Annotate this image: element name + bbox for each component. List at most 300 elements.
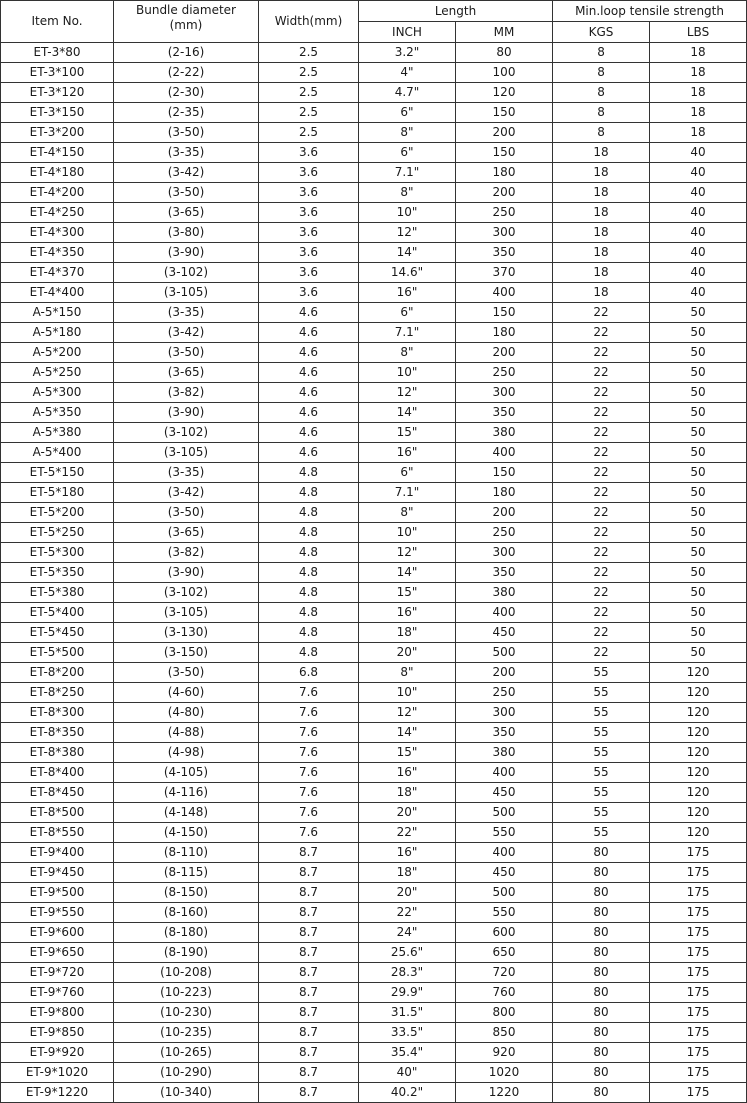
cell-item-no: ET-8*250: [1, 683, 114, 703]
cell-length-mm: 400: [456, 763, 553, 783]
cell-item-no: ET-8*550: [1, 823, 114, 843]
cell-item-no: A-5*400: [1, 443, 114, 463]
cell-length-mm: 400: [456, 603, 553, 623]
cell-width: 4.8: [259, 603, 359, 623]
cell-width: 4.8: [259, 643, 359, 663]
cell-strength-lbs: 18: [650, 123, 747, 143]
cell-strength-lbs: 120: [650, 803, 747, 823]
cell-strength-lbs: 175: [650, 963, 747, 983]
table-row: [1, 83, 747, 103]
cell-length-inch: 28.3": [359, 963, 456, 983]
table-row: [1, 983, 747, 1003]
cell-strength-lbs: 50: [650, 583, 747, 603]
cell-strength-kgs: 18: [553, 143, 650, 163]
cell-width: 8.7: [259, 883, 359, 903]
cell-bundle-diameter: (3-42): [114, 483, 259, 503]
cell-strength-lbs: 50: [650, 503, 747, 523]
cell-strength-kgs: 80: [553, 843, 650, 863]
cell-width: 4.8: [259, 483, 359, 503]
table-row: [1, 723, 747, 743]
table-row: [1, 1083, 747, 1103]
cell-length-inch: 8": [359, 343, 456, 363]
cell-width: 4.8: [259, 503, 359, 523]
table-row: [1, 1003, 747, 1023]
cell-width: 3.6: [259, 183, 359, 203]
cell-strength-lbs: 120: [650, 723, 747, 743]
cell-width: 4.8: [259, 543, 359, 563]
cell-length-mm: 380: [456, 743, 553, 763]
cell-length-mm: 250: [456, 523, 553, 543]
cell-width: 6.8: [259, 663, 359, 683]
table-row: [1, 103, 747, 123]
table-row: [1, 1063, 747, 1083]
table-row: [1, 443, 747, 463]
cell-item-no: ET-3*80: [1, 43, 114, 63]
table-row: [1, 803, 747, 823]
table-row: [1, 603, 747, 623]
cell-width: 7.6: [259, 723, 359, 743]
cell-length-inch: 15": [359, 583, 456, 603]
cell-length-mm: 300: [456, 383, 553, 403]
table-row: [1, 63, 747, 83]
table-row: [1, 523, 747, 543]
cell-length-inch: 35.4": [359, 1043, 456, 1063]
cell-strength-kgs: 8: [553, 83, 650, 103]
cell-bundle-diameter: (3-150): [114, 643, 259, 663]
cell-length-inch: 14.6": [359, 263, 456, 283]
cell-length-mm: 80: [456, 43, 553, 63]
cell-strength-lbs: 50: [650, 643, 747, 663]
cell-strength-lbs: 40: [650, 223, 747, 243]
cell-bundle-diameter: (10-208): [114, 963, 259, 983]
cell-bundle-diameter: (3-65): [114, 203, 259, 223]
cell-width: 2.5: [259, 83, 359, 103]
cell-length-mm: 760: [456, 983, 553, 1003]
cell-strength-kgs: 8: [553, 123, 650, 143]
cell-length-mm: 400: [456, 283, 553, 303]
cell-item-no: A-5*200: [1, 343, 114, 363]
cell-strength-kgs: 80: [553, 923, 650, 943]
cell-strength-lbs: 175: [650, 1003, 747, 1023]
cell-strength-lbs: 175: [650, 1063, 747, 1083]
table-row: [1, 263, 747, 283]
cell-length-inch: 20": [359, 643, 456, 663]
cell-length-mm: 500: [456, 803, 553, 823]
cell-strength-lbs: 40: [650, 283, 747, 303]
cell-length-mm: 300: [456, 543, 553, 563]
table-row: [1, 423, 747, 443]
cell-strength-lbs: 120: [650, 763, 747, 783]
cell-length-inch: 18": [359, 623, 456, 643]
cell-strength-kgs: 22: [553, 603, 650, 623]
cell-strength-kgs: 22: [553, 583, 650, 603]
cell-bundle-diameter: (4-60): [114, 683, 259, 703]
cell-length-inch: 6": [359, 463, 456, 483]
cell-length-inch: 40": [359, 1063, 456, 1083]
cell-width: 8.7: [259, 843, 359, 863]
cell-length-inch: 10": [359, 203, 456, 223]
cell-length-inch: 6": [359, 143, 456, 163]
cell-strength-kgs: 22: [553, 443, 650, 463]
header-length-inch: INCH: [359, 22, 456, 43]
cell-length-inch: 14": [359, 403, 456, 423]
header-length-mm: MM: [456, 22, 553, 43]
cell-item-no: A-5*180: [1, 323, 114, 343]
table-row: [1, 403, 747, 423]
cell-item-no: ET-5*500: [1, 643, 114, 663]
cell-width: 4.6: [259, 363, 359, 383]
cell-strength-kgs: 22: [553, 323, 650, 343]
cell-strength-kgs: 22: [553, 383, 650, 403]
table-row: [1, 823, 747, 843]
cell-bundle-diameter: (4-98): [114, 743, 259, 763]
cell-strength-kgs: 55: [553, 663, 650, 683]
cell-width: 4.8: [259, 623, 359, 643]
cell-item-no: ET-4*200: [1, 183, 114, 203]
cell-length-inch: 18": [359, 863, 456, 883]
cell-item-no: ET-4*300: [1, 223, 114, 243]
cell-length-mm: 180: [456, 163, 553, 183]
cell-strength-kgs: 80: [553, 903, 650, 923]
cell-width: 4.6: [259, 423, 359, 443]
cell-strength-lbs: 175: [650, 983, 747, 1003]
cell-bundle-diameter: (3-102): [114, 583, 259, 603]
cell-length-inch: 4.7": [359, 83, 456, 103]
table-row: [1, 243, 747, 263]
cell-length-inch: 15": [359, 743, 456, 763]
header-bundle-diameter: [114, 1, 259, 43]
table-row: [1, 663, 747, 683]
cell-width: 4.6: [259, 343, 359, 363]
cell-length-inch: 8": [359, 183, 456, 203]
table-row: [1, 543, 747, 563]
cell-length-inch: 29.9": [359, 983, 456, 1003]
cell-item-no: A-5*150: [1, 303, 114, 323]
cell-strength-lbs: 50: [650, 463, 747, 483]
table-row: [1, 1043, 747, 1063]
cell-length-mm: 500: [456, 883, 553, 903]
cell-strength-kgs: 18: [553, 283, 650, 303]
cell-width: 7.6: [259, 763, 359, 783]
cell-length-inch: 10": [359, 523, 456, 543]
cell-item-no: ET-9*1220: [1, 1083, 114, 1103]
cell-strength-lbs: 50: [650, 443, 747, 463]
cell-length-mm: 120: [456, 83, 553, 103]
cell-bundle-diameter: (3-102): [114, 423, 259, 443]
cell-length-mm: 250: [456, 683, 553, 703]
table-row: [1, 463, 747, 483]
cell-strength-lbs: 175: [650, 923, 747, 943]
cell-bundle-diameter: (8-110): [114, 843, 259, 863]
cell-length-mm: 450: [456, 783, 553, 803]
cell-strength-kgs: 22: [553, 363, 650, 383]
cell-item-no: ET-9*600: [1, 923, 114, 943]
cell-strength-kgs: 18: [553, 223, 650, 243]
header-item-no: Item No.: [1, 1, 114, 43]
cell-strength-kgs: 80: [553, 983, 650, 1003]
cell-strength-lbs: 50: [650, 323, 747, 343]
cell-width: 4.6: [259, 323, 359, 343]
cell-strength-lbs: 50: [650, 523, 747, 543]
cell-width: 8.7: [259, 983, 359, 1003]
cell-length-inch: 33.5": [359, 1023, 456, 1043]
cell-width: 7.6: [259, 703, 359, 723]
cell-bundle-diameter: (3-130): [114, 623, 259, 643]
cell-width: 8.7: [259, 863, 359, 883]
table-row: [1, 283, 747, 303]
cell-bundle-diameter: (4-80): [114, 703, 259, 723]
cell-bundle-diameter: (10-235): [114, 1023, 259, 1043]
cell-strength-kgs: 80: [553, 1063, 650, 1083]
cell-width: 4.6: [259, 403, 359, 423]
cell-item-no: A-5*380: [1, 423, 114, 443]
cell-strength-lbs: 50: [650, 363, 747, 383]
cell-bundle-diameter: (3-35): [114, 303, 259, 323]
cell-strength-lbs: 175: [650, 1023, 747, 1043]
cell-length-mm: 650: [456, 943, 553, 963]
table-row: [1, 783, 747, 803]
cell-strength-lbs: 40: [650, 243, 747, 263]
cell-bundle-diameter: (3-65): [114, 523, 259, 543]
cell-length-mm: 920: [456, 1043, 553, 1063]
cell-length-inch: 20": [359, 803, 456, 823]
cell-length-inch: 8": [359, 503, 456, 523]
table-row: [1, 323, 747, 343]
cell-length-mm: 300: [456, 703, 553, 723]
cell-bundle-diameter: (3-50): [114, 183, 259, 203]
cell-width: 3.6: [259, 203, 359, 223]
header-strength-kgs: KGS: [553, 22, 650, 43]
table-row: [1, 583, 747, 603]
table-row: [1, 643, 747, 663]
cell-width: 8.7: [259, 1063, 359, 1083]
cell-strength-kgs: 55: [553, 803, 650, 823]
cell-bundle-diameter: (3-65): [114, 363, 259, 383]
cell-length-inch: 8": [359, 123, 456, 143]
table-row: [1, 623, 747, 643]
cell-bundle-diameter: (3-42): [114, 323, 259, 343]
table-row: [1, 883, 747, 903]
cell-strength-kgs: 22: [553, 483, 650, 503]
cell-strength-lbs: 18: [650, 43, 747, 63]
cell-width: 8.7: [259, 943, 359, 963]
cell-length-inch: 16": [359, 283, 456, 303]
cell-strength-kgs: 55: [553, 823, 650, 843]
cell-item-no: A-5*350: [1, 403, 114, 423]
cell-bundle-diameter: (3-105): [114, 283, 259, 303]
cell-bundle-diameter: (8-160): [114, 903, 259, 923]
cell-width: 8.7: [259, 1023, 359, 1043]
cell-length-inch: 16": [359, 443, 456, 463]
cell-length-inch: 12": [359, 543, 456, 563]
table-row: [1, 683, 747, 703]
cell-strength-kgs: 80: [553, 863, 650, 883]
cell-strength-lbs: 120: [650, 823, 747, 843]
cell-item-no: ET-8*200: [1, 663, 114, 683]
cell-length-mm: 250: [456, 203, 553, 223]
cell-strength-lbs: 50: [650, 423, 747, 443]
cell-length-mm: 450: [456, 863, 553, 883]
cell-strength-lbs: 175: [650, 943, 747, 963]
cell-strength-lbs: 175: [650, 1043, 747, 1063]
cell-width: 8.7: [259, 1083, 359, 1103]
cell-length-mm: 600: [456, 923, 553, 943]
table-row: [1, 963, 747, 983]
cell-strength-kgs: 80: [553, 1003, 650, 1023]
cell-length-mm: 200: [456, 343, 553, 363]
cell-strength-lbs: 175: [650, 843, 747, 863]
cell-strength-kgs: 80: [553, 1023, 650, 1043]
cell-length-mm: 200: [456, 663, 553, 683]
cell-item-no: ET-5*200: [1, 503, 114, 523]
header-strength-lbs: LBS: [650, 22, 747, 43]
cell-length-inch: 40.2": [359, 1083, 456, 1103]
table-row: [1, 923, 747, 943]
cell-strength-kgs: 80: [553, 1043, 650, 1063]
cell-length-mm: 180: [456, 483, 553, 503]
table-row: [1, 563, 747, 583]
cell-length-inch: 20": [359, 883, 456, 903]
cell-strength-kgs: 55: [553, 783, 650, 803]
table-row: [1, 503, 747, 523]
cell-strength-lbs: 18: [650, 83, 747, 103]
cell-strength-lbs: 120: [650, 783, 747, 803]
cell-length-inch: 3.2": [359, 43, 456, 63]
cell-strength-lbs: 120: [650, 703, 747, 723]
cell-length-mm: 550: [456, 903, 553, 923]
cell-item-no: ET-5*180: [1, 483, 114, 503]
cell-length-mm: 400: [456, 843, 553, 863]
cell-strength-lbs: 40: [650, 163, 747, 183]
cell-width: 4.8: [259, 563, 359, 583]
cell-width: 4.6: [259, 303, 359, 323]
table-row: [1, 43, 747, 63]
cell-bundle-diameter: (10-223): [114, 983, 259, 1003]
cell-bundle-diameter: (2-30): [114, 83, 259, 103]
cell-item-no: ET-5*250: [1, 523, 114, 543]
cell-strength-lbs: 50: [650, 623, 747, 643]
cell-strength-kgs: 8: [553, 63, 650, 83]
cell-bundle-diameter: (3-102): [114, 263, 259, 283]
cell-strength-kgs: 22: [553, 543, 650, 563]
cell-length-mm: 800: [456, 1003, 553, 1023]
cell-strength-kgs: 22: [553, 403, 650, 423]
cell-length-mm: 380: [456, 583, 553, 603]
cell-bundle-diameter: (10-230): [114, 1003, 259, 1023]
header-bundle-diameter-line2: (mm): [169, 18, 203, 32]
cell-strength-kgs: 55: [553, 723, 650, 743]
table-row: [1, 743, 747, 763]
cell-length-mm: 1020: [456, 1063, 553, 1083]
cell-length-mm: 380: [456, 423, 553, 443]
cell-item-no: ET-9*450: [1, 863, 114, 883]
cell-strength-lbs: 50: [650, 563, 747, 583]
cell-length-inch: 14": [359, 243, 456, 263]
table-row: [1, 703, 747, 723]
cell-width: 3.6: [259, 283, 359, 303]
cell-length-mm: 150: [456, 463, 553, 483]
cell-item-no: ET-8*500: [1, 803, 114, 823]
cell-item-no: ET-5*150: [1, 463, 114, 483]
cell-length-inch: 18": [359, 783, 456, 803]
cell-length-inch: 22": [359, 903, 456, 923]
cell-length-inch: 7.1": [359, 483, 456, 503]
cell-width: 7.6: [259, 823, 359, 843]
cell-item-no: ET-9*550: [1, 903, 114, 923]
cell-strength-lbs: 175: [650, 863, 747, 883]
table-row: [1, 123, 747, 143]
cell-strength-lbs: 40: [650, 203, 747, 223]
cell-bundle-diameter: (3-82): [114, 543, 259, 563]
cell-length-mm: 200: [456, 123, 553, 143]
cell-strength-lbs: 50: [650, 383, 747, 403]
cell-width: 7.6: [259, 783, 359, 803]
cell-bundle-diameter: (3-35): [114, 143, 259, 163]
cell-strength-kgs: 22: [553, 643, 650, 663]
cell-strength-kgs: 22: [553, 623, 650, 643]
cell-length-inch: 12": [359, 383, 456, 403]
cell-length-mm: 370: [456, 263, 553, 283]
cell-width: 3.6: [259, 223, 359, 243]
cell-bundle-diameter: (10-265): [114, 1043, 259, 1063]
cell-bundle-diameter: (8-115): [114, 863, 259, 883]
cell-bundle-diameter: (8-190): [114, 943, 259, 963]
cell-strength-kgs: 80: [553, 1083, 650, 1103]
cell-strength-kgs: 80: [553, 883, 650, 903]
cell-item-no: ET-4*350: [1, 243, 114, 263]
cell-length-inch: 12": [359, 703, 456, 723]
cell-item-no: ET-5*450: [1, 623, 114, 643]
table-row: [1, 943, 747, 963]
cell-length-mm: 720: [456, 963, 553, 983]
cell-item-no: A-5*250: [1, 363, 114, 383]
cell-length-inch: 16": [359, 763, 456, 783]
cell-length-inch: 7.1": [359, 323, 456, 343]
cell-item-no: A-5*300: [1, 383, 114, 403]
table-row: [1, 223, 747, 243]
cell-strength-kgs: 55: [553, 763, 650, 783]
cell-length-mm: 550: [456, 823, 553, 843]
cell-item-no: ET-5*400: [1, 603, 114, 623]
cell-width: 3.6: [259, 163, 359, 183]
cell-length-mm: 400: [456, 443, 553, 463]
table-header: [1, 1, 747, 43]
cell-item-no: ET-5*300: [1, 543, 114, 563]
table-row: [1, 1023, 747, 1043]
table-row: [1, 343, 747, 363]
table-row: [1, 843, 747, 863]
cell-width: 4.8: [259, 583, 359, 603]
cell-width: 8.7: [259, 1043, 359, 1063]
cell-width: 2.5: [259, 123, 359, 143]
cell-width: 7.6: [259, 743, 359, 763]
cell-length-inch: 10": [359, 363, 456, 383]
header-tensile-strength: Min.loop tensile strength: [553, 1, 747, 22]
cell-strength-lbs: 18: [650, 63, 747, 83]
cell-width: 4.8: [259, 523, 359, 543]
cell-length-inch: 10": [359, 683, 456, 703]
cell-bundle-diameter: (3-90): [114, 563, 259, 583]
cell-item-no: ET-4*370: [1, 263, 114, 283]
cell-length-mm: 500: [456, 643, 553, 663]
cell-width: 3.6: [259, 143, 359, 163]
cell-item-no: ET-9*1020: [1, 1063, 114, 1083]
cell-item-no: ET-4*150: [1, 143, 114, 163]
cell-length-mm: 150: [456, 103, 553, 123]
cell-length-mm: 250: [456, 363, 553, 383]
table-body: [1, 43, 747, 1103]
cell-length-inch: 25.6": [359, 943, 456, 963]
